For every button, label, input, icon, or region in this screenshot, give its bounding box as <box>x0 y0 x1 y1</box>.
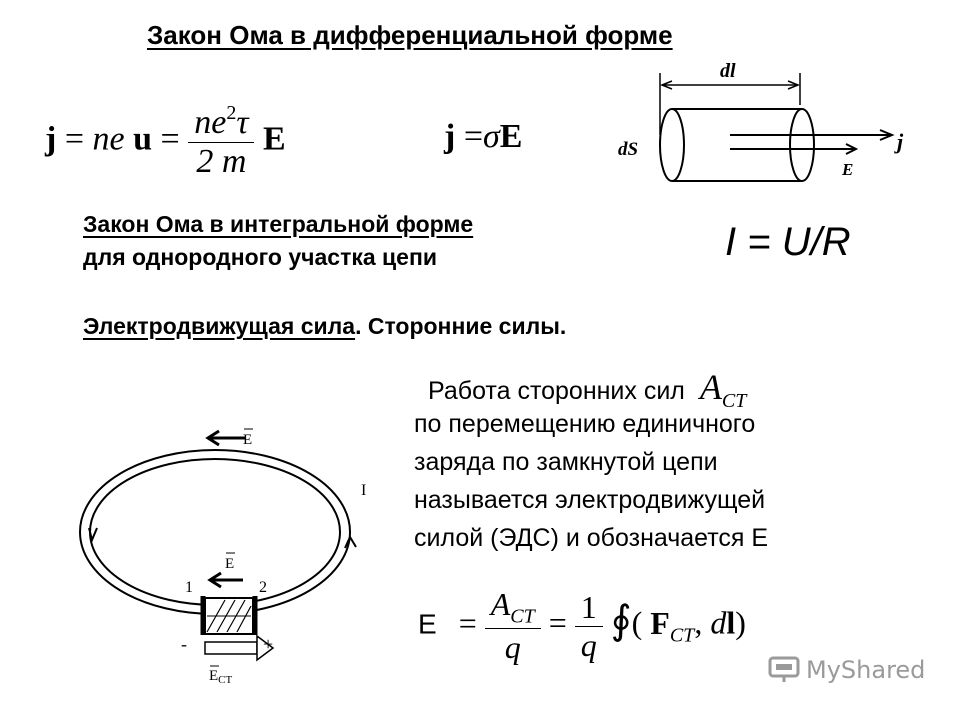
j-label: j <box>897 129 904 154</box>
E-mid-label: E <box>225 556 235 572</box>
terminal-2-label: 2 <box>259 579 267 596</box>
circuit-outer-loop <box>80 450 350 614</box>
integral-heading-line1: Закон Ома в интегральной форме <box>83 211 474 237</box>
circuit-diagram <box>75 420 395 690</box>
cylinder-left-face <box>660 109 684 181</box>
differential-equation <box>45 102 286 181</box>
fraction-numerator: $ne^2\tau$ <box>188 102 254 143</box>
E-vector: E <box>499 118 523 155</box>
work-line: по перемещению единичного <box>414 410 756 438</box>
work-line: заряда по замкнутой цепи <box>414 448 718 476</box>
fraction-numerator: 1 <box>575 589 603 627</box>
fraction <box>575 589 603 664</box>
contour-integral-sign: ∮ <box>610 597 632 643</box>
fraction <box>188 102 254 181</box>
E-vector: E <box>262 120 286 158</box>
work-text: Работа сторонних сил <box>428 377 685 405</box>
emf-heading-rest: . Сторонние силы. <box>355 313 567 339</box>
dl-label: dl <box>720 60 736 82</box>
equals-sign: = <box>458 604 477 641</box>
plus-sign: + <box>263 634 274 654</box>
ohm-formula: I = U/R <box>725 220 851 264</box>
watermark-brand: MyShared <box>806 656 926 684</box>
ne-term: ne <box>92 120 125 158</box>
sigma-symbol: σ <box>483 118 500 155</box>
integral-heading-line2: для однородного участка цепи <box>83 244 438 270</box>
fraction-numerator: $A_{CT}$ <box>485 586 541 629</box>
terminal-1-label: 1 <box>185 579 193 596</box>
E-top-label: E <box>243 432 253 448</box>
dS-label: dS <box>618 139 639 160</box>
work-paragraph <box>414 405 768 557</box>
work-line: силой (ЭДС) и обозначается Е <box>414 524 769 552</box>
j-symbol: j <box>45 120 57 158</box>
d-symbol: d <box>710 604 727 641</box>
emf-heading <box>83 310 566 343</box>
conductor-diagram <box>610 55 920 195</box>
emf-formula <box>418 586 746 666</box>
A-ct-symbol: $A_{CT}$ <box>699 367 747 413</box>
minus-sign: - <box>181 634 187 654</box>
equals-sign: = <box>160 120 180 158</box>
work-line: называется электродвижущей <box>414 486 766 514</box>
equals-sign: = <box>463 118 484 155</box>
E-label: E <box>842 160 854 179</box>
close-paren: ) <box>735 604 746 641</box>
integral-heading <box>83 208 473 274</box>
fraction-denominator: q <box>504 629 521 666</box>
right-current-arrow <box>345 537 356 548</box>
E-st-arrow <box>205 642 257 654</box>
E-st-label: $E_{CT}$ <box>209 668 233 686</box>
open-paren: ( <box>631 604 643 641</box>
emf-symbol: E <box>418 608 437 640</box>
sigma-equation <box>444 118 522 156</box>
I-label: I <box>361 482 367 499</box>
cylinder-right-face <box>790 109 814 181</box>
j-symbol: j <box>444 118 456 155</box>
watermark <box>768 656 925 684</box>
comma: , <box>694 604 703 641</box>
fraction <box>485 586 541 666</box>
page-title: Закон Ома в дифференциальной форме <box>147 20 673 50</box>
equals-sign: = <box>64 120 85 158</box>
F-vector: $F_{CT}$ <box>650 604 695 646</box>
emf-heading-underlined: Электродвижущая сила <box>83 313 356 339</box>
fraction-denominator: q <box>580 626 597 663</box>
fraction-denominator: 2 m <box>196 143 247 180</box>
projector-screen-icon <box>768 656 800 684</box>
equals-sign: = <box>548 604 567 641</box>
u-symbol: u <box>133 120 153 158</box>
l-vector: l <box>726 604 736 641</box>
